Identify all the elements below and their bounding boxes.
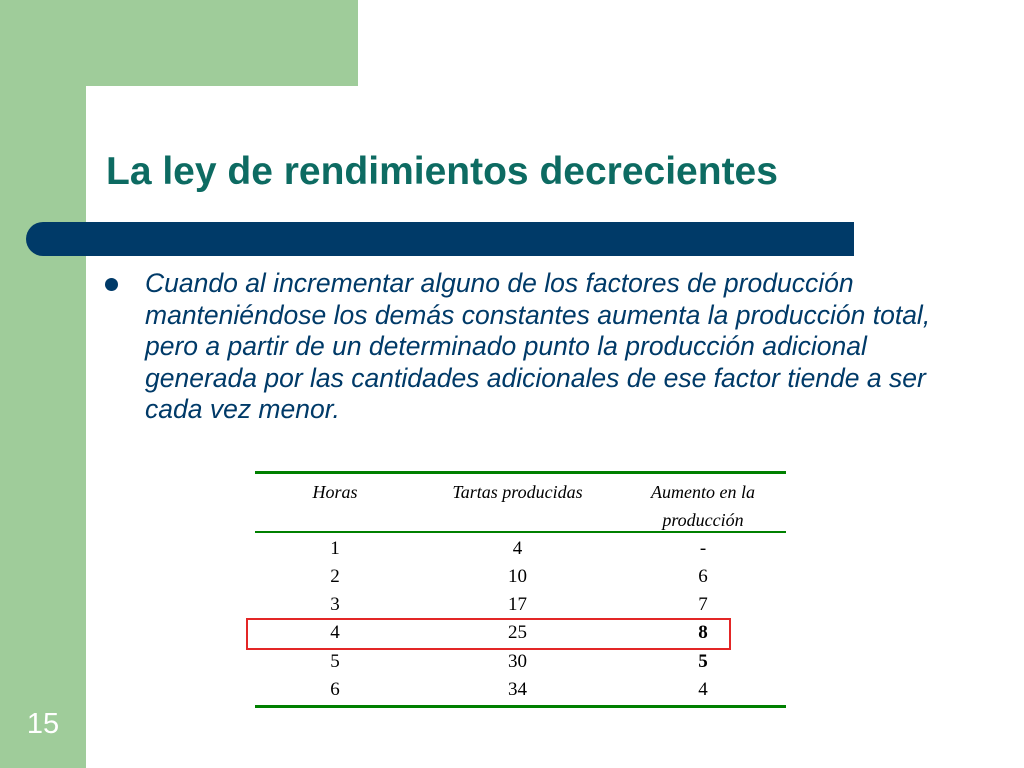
cell-tartas: 17 — [508, 594, 527, 615]
cell-tartas: 4 — [512, 538, 523, 559]
table-header-rule — [255, 531, 786, 533]
cell-horas: 6 — [330, 679, 340, 700]
slide-title: La ley de rendimientos decrecientes — [106, 150, 778, 193]
cell-tartas: 34 — [508, 679, 527, 700]
cell-horas: 5 — [330, 651, 340, 672]
bullet-text: Cuando al incrementar alguno de los factores de producción manteniéndose los demás constantes aumenta la producción total, pero a partir de un determinado punto la producción adicional generada por las cantidades adicionales de ese factor tiende a ser cada vez menor. — [145, 268, 931, 424]
cell-horas: 2 — [330, 566, 340, 587]
header-tartas: Tartas producidas — [452, 482, 583, 502]
cell-aumento: - — [699, 538, 707, 559]
cell-tartas: 10 — [508, 566, 527, 587]
cell-tartas: 25 — [508, 622, 527, 643]
cell-aumento: 7 — [698, 594, 708, 615]
cell-aumento: 8 — [698, 622, 708, 643]
slide-number: 15 — [26, 708, 60, 740]
cell-aumento: 5 — [698, 651, 708, 672]
cell-aumento: 6 — [698, 566, 708, 587]
cell-horas: 4 — [330, 622, 340, 643]
green-sidebar-band — [0, 0, 86, 768]
cell-aumento: 4 — [698, 679, 708, 700]
title-underline-bar — [26, 222, 854, 256]
table-top-rule — [255, 471, 786, 474]
header-horas: Horas — [312, 482, 358, 502]
bullet-dot-icon — [105, 278, 118, 291]
table-bottom-rule — [255, 705, 786, 708]
cell-horas: 1 — [330, 538, 340, 559]
cell-tartas: 30 — [508, 651, 527, 672]
header-aumento: Aumento en la producción — [651, 482, 755, 530]
cell-horas: 3 — [330, 594, 340, 615]
highlighted-row-box — [246, 618, 731, 650]
green-top-band — [0, 0, 358, 86]
